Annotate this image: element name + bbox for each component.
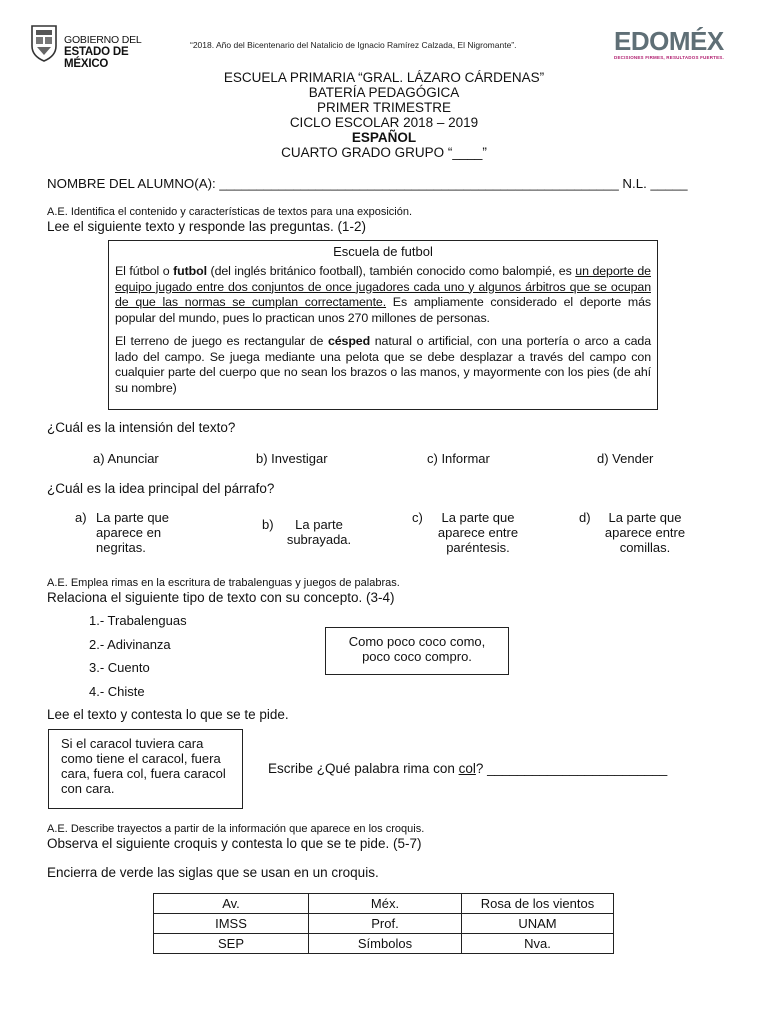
header-motto: “2018. Año del Bicentenario del Natalicio de Ignacio Ramírez Calzada, El Nigromante”. <box>190 40 517 50</box>
table-cell[interactable]: Nva. <box>462 934 614 954</box>
abbreviations-table <box>153 893 614 954</box>
government-name <box>64 34 160 70</box>
instruction-3: Observa el siguiente croquis y contesta lo que se te pide. (5-7) <box>47 836 422 851</box>
table-row <box>154 934 614 954</box>
table-cell[interactable]: IMSS <box>154 914 309 934</box>
concept-box: Como poco coco como, poco coco compro. <box>325 627 509 675</box>
table-cell[interactable]: Av. <box>154 894 309 914</box>
table-row <box>154 914 614 934</box>
edomex-tagline: DECISIONES FIRMES, RESULTADOS FUERTES. <box>614 55 724 60</box>
table-row <box>154 894 614 914</box>
q1-option-a[interactable]: a) Anunciar <box>93 451 159 466</box>
read-instruction: Lee el texto y contesta lo que se te pide. <box>47 707 289 722</box>
text-type-3: 3.- Cuento <box>89 660 150 675</box>
term-title: PRIMER TRIMESTRE <box>316 100 451 115</box>
q1-option-b[interactable]: b) Investigar <box>256 451 328 466</box>
text-type-2: 2.- Adivinanza <box>89 637 171 652</box>
reading-paragraph-1: El fútbol o futbol (del inglés británico football), también conocido como balompié, es un deporte de equipo jugado entre dos conjuntos de once jugadores cada uno y algunos árbitros que se ocupan de que las normas se cumplan correctamente. Es ampliamente considerado el deporte más popular del mundo, pues lo practican unos 270 millones de personas. <box>115 264 651 325</box>
gov-line-2: ESTADO DE MÉXICO <box>64 46 129 70</box>
ae-1: A.E. Identifica el contenido y características de textos para una exposición. <box>47 206 413 218</box>
poem-box: Si el caracol tuviera cara como tiene el caracol, fuera cara, fuera col, fuera caracol con cara. <box>48 729 243 809</box>
reading-title: Escuela de futbol <box>333 244 433 259</box>
ae-2: A.E. Emplea rimas en la escritura de trabalenguas y juegos de palabras. <box>47 577 400 589</box>
reading-paragraph-2: El terreno de juego es rectangular de césped natural o artificial, con una portería o arco a cada lado del campo. Se juega mediante una pelota que se debe desplazar a través del campo con cualquier parte del cuerpo que no sean los brazos o las manos, y mayormente con los pies (de ahí su nombre) <box>115 334 651 395</box>
battery-title: BATERÍA PEDAGÓGICA <box>308 85 460 100</box>
school-name: ESCUELA PRIMARIA “GRAL. LÁZARO CÁRDENAS” <box>223 70 545 85</box>
q1-option-d[interactable]: d) Vender <box>597 451 654 466</box>
table-cell[interactable]: Rosa de los vientos <box>462 894 614 914</box>
text-type-1: 1.- Trabalenguas <box>89 613 187 628</box>
grade-title: CUARTO GRADO GRUPO “____” <box>281 145 487 160</box>
text-type-4: 4.- Chiste <box>89 684 145 699</box>
government-logo <box>30 22 160 70</box>
edomex-logo <box>614 26 754 66</box>
reading-box <box>108 240 658 410</box>
q1-option-c[interactable]: c) Informar <box>427 451 490 466</box>
instruction-2: Relaciona el siguiente tipo de texto con su concepto. (3-4) <box>47 590 395 605</box>
ae-3: A.E. Describe trayectos a partir de la información que aparece en los croquis. <box>47 823 425 835</box>
table-cell[interactable]: Símbolos <box>309 934 462 954</box>
subject-title: ESPAÑOL <box>351 130 417 145</box>
table-cell[interactable]: SEP <box>154 934 309 954</box>
question-2: ¿Cuál es la idea principal del párrafo? <box>47 481 275 496</box>
underlined-part: un deporte de equipo jugado entre dos conjuntos de once jugadores cada uno y algunos árbitros que se ocupan de que las normas se cumplan correctamente. <box>115 264 651 309</box>
cycle-title: CICLO ESCOLAR 2018 – 2019 <box>289 115 479 130</box>
student-name-field[interactable]: NOMBRE DEL ALUMNO(A): ______________________________________________________ N.L. _____ <box>47 176 688 191</box>
edomex-wordmark: EDOMÉX <box>614 26 724 56</box>
table-cell[interactable]: Méx. <box>309 894 462 914</box>
rhyme-question[interactable]: Escribe ¿Qué palabra rima con col? ________________________ <box>268 761 668 776</box>
table-cell[interactable]: Prof. <box>309 914 462 934</box>
question-1: ¿Cuál es la intensión del texto? <box>47 420 236 435</box>
instruction-1: Lee el siguiente texto y responde las preguntas. (1-2) <box>47 219 366 234</box>
coat-of-arms-icon <box>30 22 58 62</box>
gov-line-1: GOBIERNO DEL <box>64 34 142 46</box>
task-3: Encierra de verde las siglas que se usan en un croquis. <box>47 865 379 880</box>
table-cell[interactable]: UNAM <box>462 914 614 934</box>
